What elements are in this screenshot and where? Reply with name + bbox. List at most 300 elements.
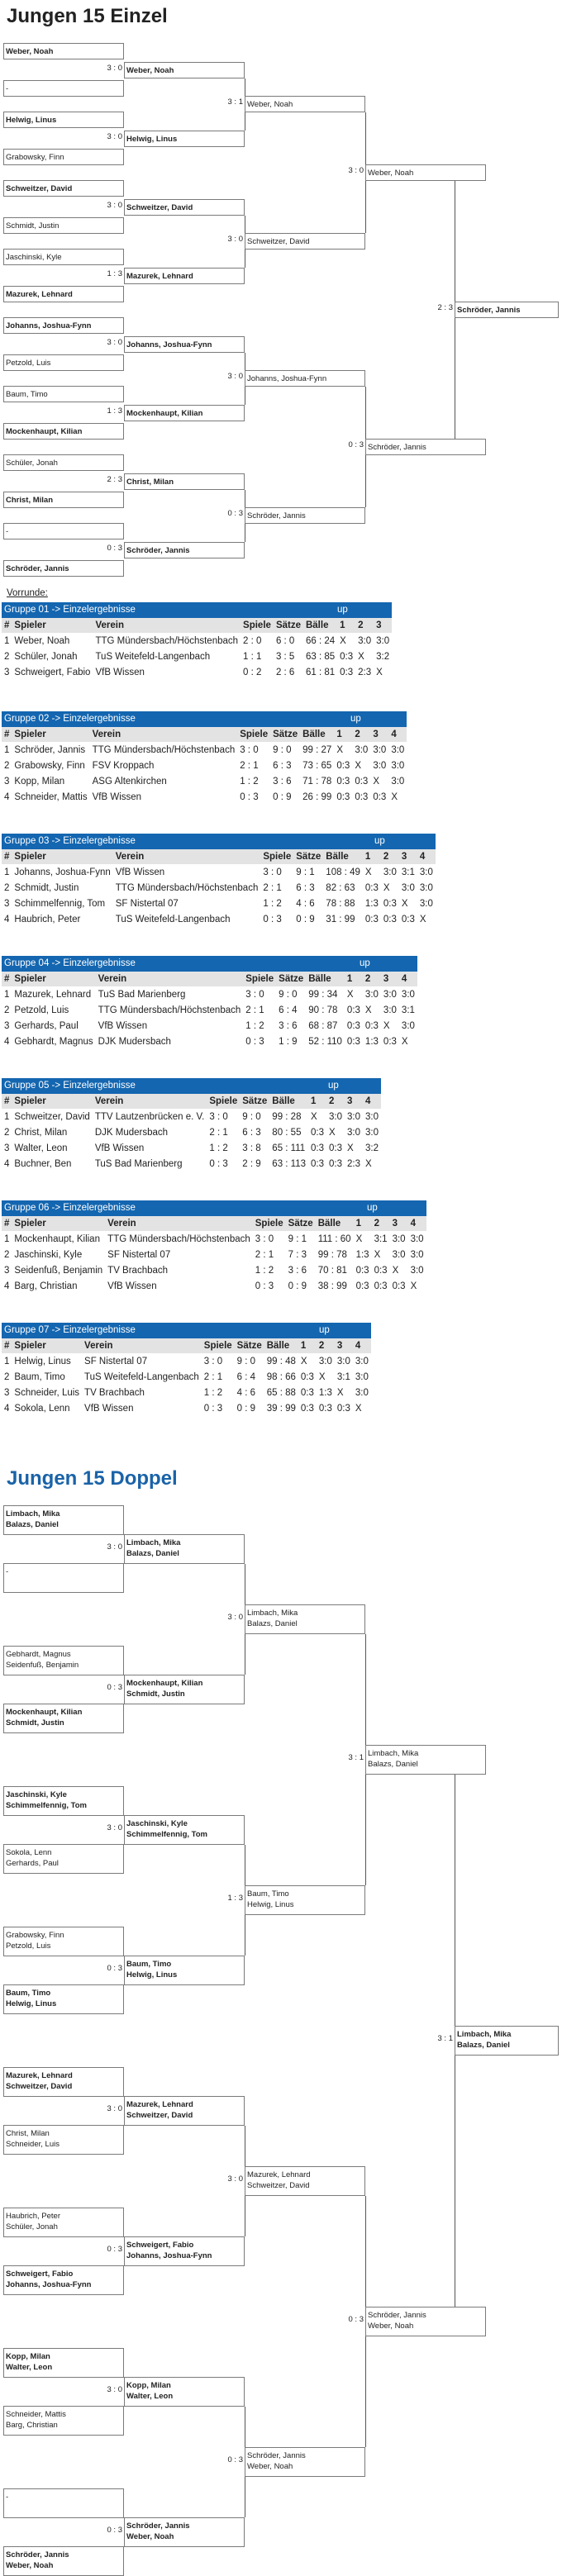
column-header: Sätze [270,727,300,742]
r1-player-box [3,2208,124,2237]
r1-player-box-name: Haubrich, Peter Schüler, Jonah [6,2212,61,2231]
r3-winner-box-name: Schröder, Jannis [368,443,426,452]
table-cell: 2 [4,651,10,662]
r2-winner-box-name: Schröder, Jannis [247,511,306,520]
column-header: Spieler [12,1338,82,1353]
einzel-title: Jungen 15 Einzel [7,5,168,27]
r1-player-box-name: Mazurek, Lehnard Schweitzer, David [6,2071,73,2091]
r1-player-box [3,43,124,59]
header-row [2,972,417,986]
table-row [2,1353,371,1369]
column-header: # [2,972,12,986]
table-cell: 65 : 88 [266,1387,296,1398]
table-cell: 6 : 0 [275,635,295,646]
group-table [2,602,555,680]
column-header: 4 [353,1338,371,1353]
table-cell: 2 [4,1249,10,1260]
r1-player-box [3,286,124,302]
table-cell: 0 : 3 [203,1403,223,1414]
table-row [2,789,407,805]
table-cell: Jaschinski, Kyle [14,1249,83,1260]
table-cell: Schmidt, Justin [14,882,79,893]
column-header: 1 [354,1216,372,1231]
table-cell: 0:3 [346,1036,360,1047]
table-cell: X [340,635,346,646]
column-header: 2 [381,849,399,864]
group-table [2,1200,555,1294]
r1-player-box [3,1563,124,1593]
column-header: Spiele [260,849,293,864]
table-cell: 0 : 9 [236,1403,256,1414]
table-cell: 73 : 65 [302,760,332,771]
table-cell: 0 : 9 [273,791,292,802]
table-cell: 3:0 [364,989,379,1000]
column-header: # [2,849,12,864]
group-table [2,834,555,927]
table-cell: 1 : 1 [243,651,262,662]
table-row [2,880,436,896]
table-cell: 3:0 [355,1356,369,1366]
table-cell: SF Nistertal 07 [84,1356,148,1366]
table-cell: 0:3 [383,914,397,924]
r1-player-box-name: Petzold, Luis [6,359,51,368]
table-cell: TuS Bad Marienberg [98,989,186,1000]
table-cell: TV Brachbach [107,1265,169,1276]
table-cell: 0:3 [329,1143,343,1153]
r1-winner-box [124,268,245,284]
group-table [2,711,555,805]
column-header: 1 [298,1338,317,1353]
column-header: 2 [317,1338,335,1353]
table-cell: 3:0 [401,882,415,893]
table-cell: X [311,1111,317,1122]
r1-player-box [3,454,124,471]
match-score: 0 : 3 [107,2526,122,2535]
table-cell: 6 : 3 [273,760,292,771]
table-cell: 26 : 99 [302,791,332,802]
table-cell: 0:3 [383,898,397,909]
r1-player-box-name: Baum, Timo Helwig, Linus [6,1989,57,2008]
table-cell: 2:3 [358,667,372,677]
r1-winner-box-name: Limbach, Mika Balazs, Daniel [126,1538,181,1558]
table-cell: 1 [4,1111,10,1122]
r1-winner-box-name: Mockenhaupt, Kilian [126,408,203,418]
table-cell: Mazurek, Lehnard [14,989,92,1000]
table-cell: 0:3 [346,1005,360,1015]
group-results-table [2,618,392,680]
match-score: 3 : 1 [227,97,243,107]
table-cell: Weber, Noah [14,635,70,646]
table-cell: TTV Lautzenbrücken e. V. [94,1111,205,1122]
column-header: Bälle [300,727,334,742]
table-cell: 3:0 [329,1111,343,1122]
match-score: 3 : 1 [348,1753,364,1762]
table-cell: X [365,1158,372,1169]
column-header: Verein [105,1216,253,1231]
match-score: 3 : 0 [107,337,122,347]
table-cell: 3 : 0 [203,1356,223,1366]
table-cell: 68 : 87 [308,1020,338,1031]
r1-winner-box [124,2096,245,2126]
up-link[interactable]: up [319,1325,330,1335]
match-score: 3 : 0 [107,2104,122,2113]
table-row [2,864,436,880]
table-cell: 0:3 [374,1281,388,1291]
table-cell: 80 : 55 [272,1127,302,1138]
table-cell: X [419,914,426,924]
match-score: 3 : 0 [107,1823,122,1832]
table-cell: 2 : 9 [242,1158,261,1169]
table-cell: Schweitzer, David [14,1111,90,1122]
table-row [2,911,436,927]
table-cell: 3:0 [391,760,405,771]
table-cell: Haubrich, Peter [14,914,81,924]
table-cell: 9 : 0 [273,744,292,755]
match-score: 3 : 0 [227,235,243,244]
table-cell: VfB Wissen [98,1020,148,1031]
r1-player-box [3,2406,124,2436]
column-header: # [2,618,12,633]
table-cell: 6 : 4 [236,1371,256,1382]
r1-player-box-name: Schneider, Mattis Barg, Christian [6,2410,66,2430]
match-score: 0 : 3 [107,1964,122,1973]
table-cell: X [392,1265,399,1276]
table-cell: X [336,1387,344,1398]
table-cell: 1:3 [318,1387,332,1398]
table-cell: VfB Wissen [95,667,145,677]
r1-player-box [3,80,124,97]
table-cell: Schneider, Luis [14,1387,80,1398]
table-cell: SF Nistertal 07 [107,1249,171,1260]
table-cell: 0 : 3 [263,914,282,924]
column-header: Bälle [264,1338,298,1353]
table-cell: 1 : 2 [245,1020,264,1031]
table-cell: Baum, Timo [14,1371,65,1382]
r1-player-box [3,423,124,440]
r1-winner-box [124,2377,245,2407]
r1-winner-box-name: Mockenhaupt, Kilian Schmidt, Justin [126,1679,203,1699]
table-cell: 3:2 [376,651,390,662]
table-cell: 4 [4,791,10,802]
table-cell: TTG Mündersbach/Höchstenbach [92,744,236,755]
table-cell: 3 : 6 [288,1265,307,1276]
r1-winner-box-name: Weber, Noah [126,65,174,75]
table-cell: X [355,1403,362,1414]
r1-player-box-name: - [6,527,9,536]
column-header: Spieler [12,1094,92,1109]
table-cell: 7 : 3 [288,1249,307,1260]
table-row [2,1278,426,1294]
match-score: 2 : 3 [107,474,122,484]
table-row [2,1156,381,1172]
r1-player-box [3,2067,124,2097]
r2-winner-box-name: Mazurek, Lehnard Schweitzer, David [247,2170,311,2190]
r1-player-box-name: Jaschinski, Kyle [6,253,62,262]
r1-player-box-name: Jaschinski, Kyle Schimmelfennig, Tom [6,1790,88,1810]
table-row [2,1034,417,1049]
up-link[interactable]: up [360,958,370,968]
up-link[interactable]: up [367,1203,378,1213]
match-score: 3 : 1 [437,2034,453,2043]
table-cell: Walter, Leon [14,1143,68,1153]
table-cell: 1 : 9 [279,1036,298,1047]
r1-player-box [3,560,124,577]
table-cell: Schneider, Mattis [14,791,88,802]
r1-winner-box-name: Christ, Milan [126,477,174,487]
table-row [2,1124,381,1140]
r1-player-box-name: Baum, Timo [6,390,48,399]
table-cell: 0:3 [355,776,369,787]
table-cell: 3:0 [373,760,387,771]
header-row [2,727,407,742]
table-row [2,1140,381,1156]
r1-player-box-name: Grabowsky, Finn [6,153,64,162]
table-cell: X [355,1233,363,1244]
r1-player-box [3,180,124,197]
table-cell: 4 [4,1036,10,1047]
group-title: Gruppe 06 -> Einzelergebnisse [4,1203,136,1213]
up-link[interactable]: up [328,1081,339,1091]
r1-player-box-name: Grabowsky, Finn Petzold, Luis [6,1931,64,1951]
group-header [2,834,436,849]
table-cell: 0:3 [383,1036,397,1047]
table-row [2,1247,426,1262]
table-cell: Barg, Christian [14,1281,78,1291]
table-cell: 1 : 2 [209,1143,228,1153]
table-cell: 3 : 6 [279,1020,298,1031]
table-cell: Seidenfuß, Benjamin [14,1265,103,1276]
table-cell: 3 [4,1387,10,1398]
up-link[interactable]: up [350,714,361,724]
table-cell: 66 : 24 [305,635,336,646]
table-cell: FSV Kroppach [92,760,155,771]
table-cell: 4 : 6 [236,1387,256,1398]
table-cell: 0:3 [364,882,379,893]
table-cell: 0:3 [355,791,369,802]
r1-player-box [3,492,124,508]
table-cell: 0 : 3 [240,791,259,802]
final-winner-box [455,302,559,318]
group-results-table [2,972,417,1049]
group-results-table [2,1338,371,1416]
table-cell: 4 [4,1158,10,1169]
r1-player-box-name: Schüler, Jonah [6,459,58,468]
column-header: 3 [390,1216,408,1231]
table-row [2,649,392,664]
up-link[interactable]: up [337,605,348,615]
column-header: # [2,727,12,742]
table-cell: 1 : 2 [263,898,282,909]
table-cell: 0:3 [340,651,354,662]
match-score: 3 : 0 [227,2174,243,2184]
table-cell: 0:3 [311,1158,325,1169]
r1-winner-box [124,473,245,490]
column-header: 1 [334,727,352,742]
table-cell: 1 [4,1356,10,1366]
table-cell: TuS Weitefeld-Langenbach [115,914,231,924]
table-cell: 2 : 1 [245,1005,264,1015]
r2-winner-box-name: Limbach, Mika Balazs, Daniel [247,1609,298,1628]
table-cell: 0:3 [374,1265,388,1276]
table-cell: 1 : 2 [240,776,259,787]
r1-winner-box-name: Schröder, Jannis [126,545,190,555]
table-row [2,664,392,680]
table-cell: 6 : 4 [279,1005,298,1015]
r1-player-box [3,1505,124,1535]
table-cell: 3:0 [365,1111,379,1122]
match-score: 0 : 3 [107,1683,122,1692]
table-cell: 71 : 78 [302,776,332,787]
r2-winner-box [245,370,365,387]
r1-winner-box-name: Mazurek, Lehnard [126,271,193,281]
table-cell: 3:1 [401,867,415,877]
r1-winner-box-name: Helwig, Linus [126,134,178,144]
table-cell: TTG Mündersbach/Höchstenbach [107,1233,250,1244]
table-cell: 3:0 [347,1111,361,1122]
table-cell: 0:3 [364,1020,379,1031]
table-cell: 63 : 85 [305,651,336,662]
group-table [2,1078,555,1172]
r1-player-box [3,2125,124,2155]
table-cell: 4 [4,1281,10,1291]
r2-winner-box [245,1885,365,1915]
table-cell: 3:0 [347,1127,361,1138]
group-title: Gruppe 07 -> Einzelergebnisse [4,1325,136,1335]
table-cell: 111 : 60 [317,1233,351,1244]
group-table [2,956,555,1049]
r1-winner-box-name: Schweigert, Fabio Johanns, Joshua-Fynn [126,2241,212,2260]
column-header: Sätze [286,1216,316,1231]
table-cell: 3:0 [376,635,390,646]
table-cell: X [364,867,372,877]
table-cell: Schröder, Jannis [14,744,86,755]
column-header: 3 [345,1094,363,1109]
r3-winner-box [365,2307,486,2336]
table-cell: 1 [4,989,10,1000]
table-cell: Petzold, Luis [14,1005,69,1015]
table-row [2,1385,371,1400]
table-cell: 3:0 [419,867,433,877]
r3-winner-box [365,1745,486,1775]
r1-winner-box-name: Mazurek, Lehnard Schweitzer, David [126,2100,193,2120]
column-header: Verein [96,972,244,986]
table-cell: 4 : 6 [296,898,315,909]
r2-winner-box [245,96,365,112]
r1-player-box-name: Sokola, Lenn Gerhards, Paul [6,1848,59,1868]
column-header: 2 [355,618,374,633]
column-header: Sätze [240,1094,269,1109]
up-link[interactable]: up [374,836,385,846]
table-cell: X [346,989,354,1000]
column-header: Sätze [274,618,303,633]
table-cell: X [347,1143,354,1153]
column-header: 4 [363,1094,381,1109]
column-header: 1 [308,1094,326,1109]
table-cell: VfB Wissen [84,1403,134,1414]
table-cell: X [373,776,379,787]
group-table [2,1323,555,1416]
column-header: 2 [363,972,381,986]
table-cell: Schimmelfennig, Tom [14,898,106,909]
table-cell: 0 : 3 [255,1281,274,1291]
table-row [2,1231,426,1247]
table-cell: 3:1 [401,1005,415,1015]
table-cell: 0:3 [311,1143,325,1153]
table-cell: 38 : 99 [317,1281,347,1291]
column-header: 1 [345,972,363,986]
table-cell: Johanns, Joshua-Fynn [14,867,111,877]
table-cell: 0 : 3 [245,1036,264,1047]
table-cell: 1 [4,744,10,755]
group-header [2,1200,426,1216]
table-cell: 3:0 [410,1233,424,1244]
table-cell: Sokola, Lenn [14,1403,70,1414]
table-cell: 2 : 1 [203,1371,223,1382]
table-cell: 2 [4,1371,10,1382]
r1-player-box-name: Kopp, Milan Walter, Leon [6,2352,53,2372]
table-cell: 3 [4,1143,10,1153]
table-cell: TV Brachbach [84,1387,145,1398]
table-row [2,633,392,649]
r2-winner-box-name: Schröder, Jannis Weber, Noah [247,2451,306,2471]
table-cell: 1 : 2 [255,1265,274,1276]
group-header [2,602,392,618]
column-header: # [2,1338,12,1353]
column-header: Bälle [323,849,363,864]
match-score: 3 : 0 [107,200,122,210]
r1-winner-box [124,131,245,147]
column-header: Spiele [241,618,274,633]
table-cell: X [329,1127,336,1138]
table-cell: 0 : 9 [288,1281,307,1291]
r2-winner-box [245,2166,365,2196]
table-row [2,773,407,789]
match-score: 3 : 0 [348,166,364,175]
table-cell: X [358,651,364,662]
r1-winner-box [124,2517,245,2547]
table-cell: 1 [4,635,10,646]
table-cell: 0:3 [329,1158,343,1169]
table-cell: 0:3 [346,1020,360,1031]
r1-player-box-name: Schmidt, Justin [6,221,60,231]
table-cell: 1:3 [364,898,379,909]
table-cell: 0:3 [336,791,350,802]
table-cell: 3 [4,776,10,787]
r1-winner-box [124,62,245,78]
r1-winner-box [124,1675,245,1704]
table-cell: 1:3 [364,1036,379,1047]
column-header: Spieler [12,972,95,986]
table-row [2,742,407,758]
r1-player-box [3,2488,124,2518]
column-header: Verein [90,727,238,742]
table-cell: TuS Weitefeld-Langenbach [84,1371,199,1382]
header-row [2,1216,426,1231]
column-header: 3 [335,1338,353,1353]
r1-winner-box [124,2236,245,2266]
table-cell: 61 : 81 [305,667,336,677]
r1-player-box [3,1646,124,1675]
table-cell: TTG Mündersbach/Höchstenbach [115,882,259,893]
r1-player-box [3,1844,124,1874]
table-cell: 4 [4,1403,10,1414]
table-cell: 0:3 [340,667,354,677]
table-cell: Helwig, Linus [14,1356,71,1366]
table-cell: 3:0 [383,867,397,877]
column-header: Sätze [293,849,323,864]
table-cell: 0 : 2 [243,667,262,677]
column-header: 4 [399,972,417,986]
